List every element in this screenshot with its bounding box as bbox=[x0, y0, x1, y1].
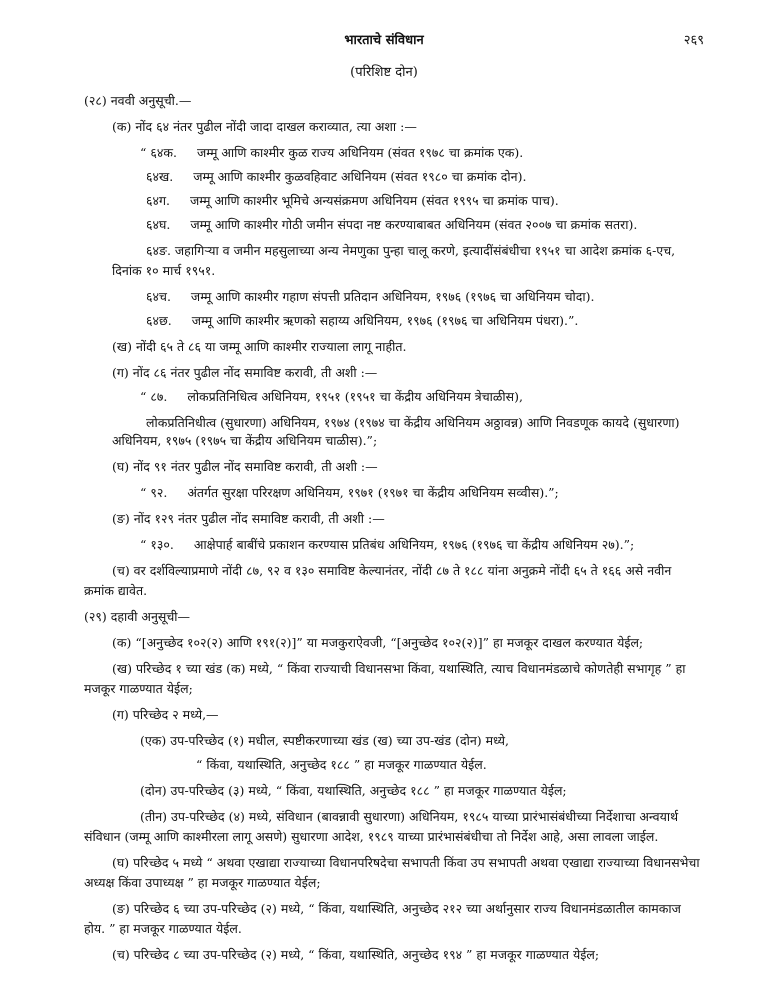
section-28-heading: (२८) नववी अनुसूची.— bbox=[84, 93, 192, 108]
entry-text: जम्मू आणि काश्मीर गहाण संपत्ती प्रतिदान अधिनियम, १९७६ (१९७६ चा अधिनियम चोदा). bbox=[190, 289, 595, 304]
entry-text: जम्मू आणि काश्मीर भूमिचे अन्यसंक्रमण अधिनियम (संवत १९९५ चा क्रमांक पाच). bbox=[190, 193, 559, 208]
page-number: २६९ bbox=[683, 33, 704, 48]
appendix-subtitle: (परिशिष्ट दोन) bbox=[350, 65, 418, 80]
item-kha-line-2: मजकूर गाळण्यात येईल; bbox=[84, 681, 193, 696]
item-kha-line-1: (ख) परिच्छेद १ च्या खंड (क) मध्ये, “ किंवा राज्याची विधानसभा किंवा, यथास्थिति, त्याच विधानमंडळाचे कोणतेही सभागृह ” हा bbox=[112, 661, 686, 676]
entry-number: ६४च. bbox=[146, 289, 171, 304]
entry-64b bbox=[146, 168, 526, 186]
item-nga-line-2: होय. ” हा मजकूर गाळण्यात येईल. bbox=[84, 921, 242, 936]
item-ka: (क) “[अनुच्छेद १०२(२) आणि १९१(२)]” या मजकुराऐवजी, “[अनुच्छेद १०२(२)]” हा मजकूर दाखल करण्यात येईल; bbox=[112, 635, 644, 650]
entry-number: “ ९२. bbox=[140, 485, 168, 500]
item-cha: (च) परिच्छेद ८ च्या उप-परिच्छेद (२) मध्ये, “ किंवा, यथास्थिति, अनुच्छेद १९४ ” हा मजकूर गाळण्यात येईल; bbox=[112, 947, 600, 962]
entry-number: “ १३०. bbox=[140, 537, 174, 552]
entry-87 bbox=[140, 388, 523, 406]
sub-item-teen-line-2: संविधान (जम्मू आणि काश्मीरला लागू असणे) सुधारणा आदेश, १९८९ याच्या प्रारंभासंबंधीचा तो निर्देश आहे, असा लावला जाईल. bbox=[84, 829, 659, 844]
entry-130 bbox=[140, 536, 634, 554]
entry-64a bbox=[140, 144, 523, 162]
entry-64g bbox=[146, 312, 578, 330]
entry-text: अंतर्गत सुरक्षा परिरक्षण अधिनियम, १९७१ (१९७१ चा केंद्रीय अधिनियम सव्वीस).”; bbox=[187, 485, 559, 500]
entry-64d bbox=[146, 216, 637, 234]
entry-number: “ ६४क. bbox=[140, 145, 177, 160]
entry-text: जम्मू आणि काश्मीर ऋणको सहाय्य अधिनियम, १९७६ (१९७६ चा अधिनियम पंधरा).”. bbox=[191, 313, 579, 328]
entry-number: ६४छ. bbox=[146, 313, 172, 328]
sub-item-don: (दोन) उप-परिच्छेद (३) मध्ये, “ किंवा, यथास्थिति, अनुच्छेद १८८ ” हा मजकूर गाळण्यात येईल; bbox=[140, 783, 567, 798]
entry-text: लोकप्रतिनिधित्व अधिनियम, १९५१ (१९५१ चा केंद्रीय अधिनियम त्रेचाळीस), bbox=[187, 389, 523, 404]
item-ka: (क) नोंद ६४ नंतर पुढील नोंदी जादा दाखल कराव्यात, त्या अशा :— bbox=[112, 119, 417, 134]
entry-text: जम्मू आणि काश्मीर गोठी जमीन संपदा नष्ट करण्याबाबत अधिनियम (संवत २००७ चा क्रमांक सतरा). bbox=[190, 217, 638, 232]
entry-64f bbox=[146, 288, 594, 306]
item-nga: (ङ) नोंद १२९ नंतर पुढील नोंद समाविष्ट करावी, ती अशी :— bbox=[112, 511, 385, 526]
item-gha: (घ) नोंद ९१ नंतर पुढील नोंद समाविष्ट करावी, ती अशी :— bbox=[112, 459, 378, 474]
entry-92 bbox=[140, 484, 559, 502]
item-gha-line-2: अध्यक्ष किंवा उपाध्यक्ष ” हा मजकूर गाळण्यात येईल; bbox=[84, 875, 321, 890]
entry-64e-line-1: ६४ङ. जहागिऱ्या व जमीन महसुलाच्या अन्य नेमणुका पुन्हा चालू करणे, इत्यादींसंबंधीचा १९५१ चा आदेश क्रमांक ६-एच, bbox=[146, 243, 676, 258]
item-nga-line-1: (ङ) परिच्छेद ६ च्या उप-परिच्छेद (२) मध्ये, “ किंवा, यथास्थिति, अनुच्छेद २१२ च्या अर्थानुसार राज्य विधानमंडळातील कामकाज bbox=[112, 901, 681, 916]
item-gha-line-1: (घ) परिच्छेद ५ मध्ये “ अथवा एखाद्या राज्याच्या विधानपरिषदेचा सभापती किंवा उप सभापती अथवा एखाद्या राज्याच्या विधानसभेचा bbox=[112, 855, 700, 870]
entry-number: ६४घ. bbox=[146, 217, 171, 232]
entry-64e-line-2: दिनांक १० मार्च १९५१. bbox=[112, 263, 216, 278]
sub-item-ek: (एक) उप-परिच्छेद (१) मधील, स्पष्टीकरणाच्या खंड (ख) च्या उप-खंड (दोन) मध्ये, bbox=[140, 733, 510, 748]
item-cha-line-2: क्रमांक द्यावेत. bbox=[84, 583, 148, 598]
item-ga: (ग) नोंद ८६ नंतर पुढील नोंद समाविष्ट करावी, ती अशी :— bbox=[112, 365, 378, 380]
entry-87-line-3: अधिनियम, १९७५ (१९७५ चा केंद्रीय अधिनियम चाळीस).”; bbox=[112, 433, 378, 448]
item-cha-line-1: (च) वर दर्शविल्याप्रमाणे नोंदी ८७, ९२ व १३० समाविष्ट केल्यानंतर, नोंदी ८७ ते १८८ यांना अनुक्रमे नोंदी ६५ ते १६६ असे नवीन bbox=[112, 563, 672, 578]
sub-item-teen-line-1: (तीन) उप-परिच्छेद (४) मध्ये, संविधान (बावन्नावी सुधारणा) अधिनियम, १९८५ याच्या प्रारंभासंबंधीच्या निर्देशाचा अन्वयार्थ bbox=[140, 809, 679, 824]
entry-text: जम्मू आणि काश्मीर कुळवहिवाट अधिनियम (संवत १९८० चा क्रमांक दोन). bbox=[193, 169, 527, 184]
entry-number: “ ८७. bbox=[140, 389, 168, 404]
item-ga: (ग) परिच्छेद २ मध्ये,— bbox=[112, 707, 219, 722]
entry-number: ६४ख. bbox=[146, 169, 174, 184]
section-29-heading: (२९) दहावी अनुसूची— bbox=[84, 609, 191, 624]
entry-number: ६४ग. bbox=[146, 193, 171, 208]
entry-text: आक्षेपार्ह बाबींचे प्रकाशन करण्यास प्रतिबंध अधिनियम, १९७६ (१९७६ चा केंद्रीय अधिनियम २७).”; bbox=[193, 537, 635, 552]
header-title: भारताचे संविधान bbox=[344, 33, 424, 48]
item-kha: (ख) नोंदी ६५ ते ८६ या जम्मू आणि काश्मीर राज्याला लागू नाहीत. bbox=[112, 339, 407, 354]
entry-64c bbox=[146, 192, 559, 210]
sub-item-ek-quote: “ किंवा, यथास्थिति, अनुच्छेद १८८ ” हा मजकूर गाळण्यात येईल. bbox=[196, 757, 487, 772]
entry-87-line-2: लोकप्रतिनिधीत्व (सुधारणा) अधिनियम, १९७४ (१९७४ चा केंद्रीय अधिनियम अठ्ठावन्न) आणि निवडणूक कायदे (सुधारणा) bbox=[146, 415, 680, 430]
entry-text: जम्मू आणि काश्मीर कुळ राज्य अधिनियम (संवत १९७८ चा क्रमांक एक). bbox=[196, 145, 524, 160]
